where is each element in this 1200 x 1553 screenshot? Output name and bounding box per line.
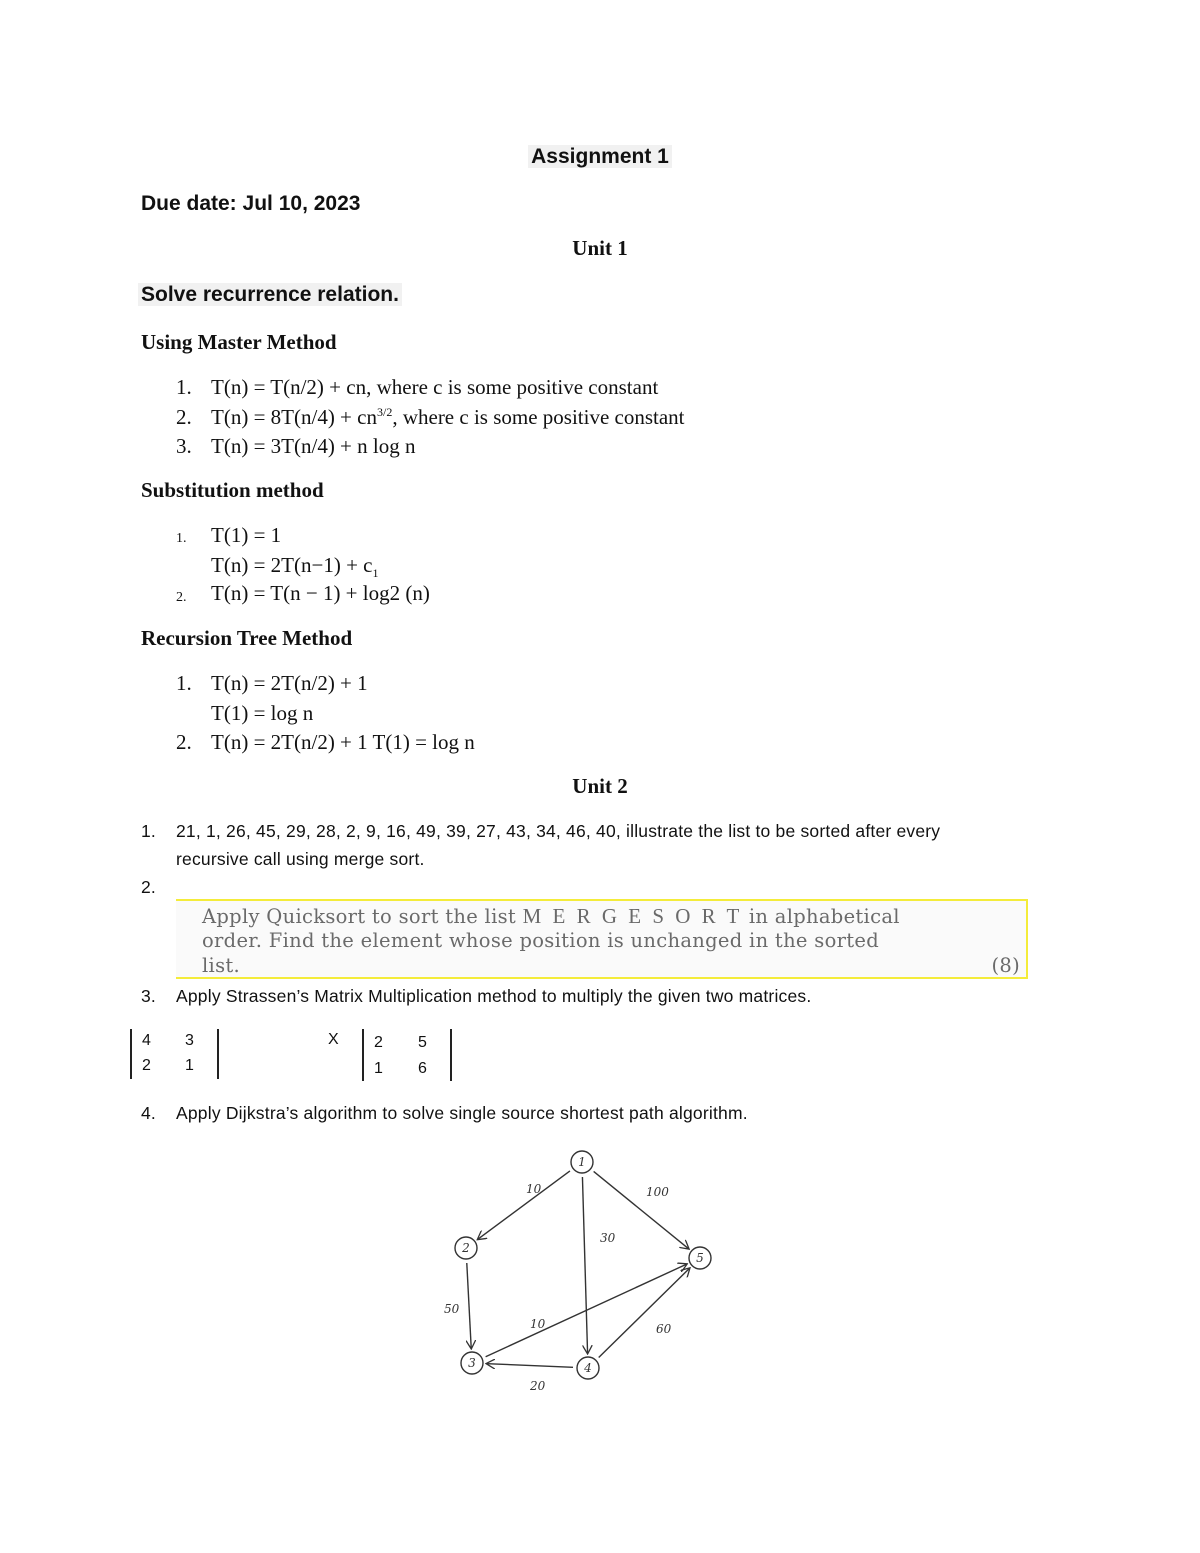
quicksort-line1-end: in alphabetical (748, 905, 900, 928)
recursion-item-2-num: 2. (176, 730, 192, 754)
master-item-2-num: 2. (176, 405, 192, 429)
quicksort-list-word: M E R G E S O R T (522, 904, 743, 928)
edge-2-3 (467, 1263, 471, 1348)
substitution-item-2-num: 2. (176, 590, 187, 605)
page-title (0, 145, 1200, 169)
substitution-item-1-line2 (211, 553, 378, 581)
matrix-a-left-bracket (130, 1029, 132, 1079)
quicksort-marks: (8) (991, 954, 1020, 977)
quicksort-line2: order. Find the element whose position is unchanged in the sorted (202, 929, 879, 952)
substitution-item-1-line1: T(1) = 1 (211, 523, 282, 547)
edge-weight-label: 50 (444, 1302, 460, 1316)
graph-node-label: 3 (468, 1356, 476, 1370)
substitution-item-1-num: 1. (176, 531, 187, 546)
unit1-heading: Unit 1 (572, 236, 628, 260)
matrix-a-cell: 1 (185, 1057, 194, 1074)
master-item-2-main: T(n) = 8T(n/4) + cn (211, 405, 377, 429)
due-date-value: Jul 10, 2023 (242, 192, 361, 215)
matrix-b-cell: 6 (418, 1060, 427, 1077)
matrix-b-cell: 5 (418, 1034, 427, 1051)
multiply-operator: X (328, 1031, 339, 1048)
master-item-2-tail: , where c is some positive constant (392, 405, 685, 429)
page-title-text: Assignment 1 (528, 145, 672, 168)
matrix-b-cell: 1 (374, 1060, 383, 1077)
master-item-2-exponent: 3/2 (376, 405, 393, 419)
master-item-3: T(n) = 3T(n/4) + n log n (211, 434, 416, 458)
graph-node-label: 2 (462, 1241, 470, 1255)
master-item-3-num: 3. (176, 434, 192, 458)
q2-num: 2. (141, 877, 156, 897)
master-item-1: T(n) = T(n/2) + cn, where c is some positive constant (211, 375, 659, 399)
master-item-1-num: 1. (176, 375, 192, 399)
unit2-heading: Unit 2 (572, 774, 628, 798)
recursion-item-1-num: 1. (176, 671, 192, 695)
graph-node-label: 5 (696, 1251, 704, 1265)
master-item-2 (211, 405, 685, 430)
substitution-heading: Substitution method (141, 478, 324, 502)
substitution-item-2: T(n) = T(n − 1) + log2 (n) (211, 581, 430, 605)
edge-4-5 (599, 1269, 690, 1358)
unit1-instruction-text: Solve recurrence relation. (138, 283, 402, 306)
q3-num: 3. (141, 986, 156, 1006)
edge-weight-label: 10 (526, 1182, 542, 1196)
matrix-a-cell: 4 (142, 1032, 151, 1049)
edge-weight-label: 60 (656, 1322, 672, 1336)
due-date (141, 192, 360, 216)
matrix-a-right-bracket (217, 1029, 219, 1079)
edge-weight-label: 100 (646, 1185, 669, 1199)
graph-node-label: 4 (584, 1361, 592, 1375)
recursion-item-1-line2: T(1) = log n (211, 701, 314, 725)
recursion-item-2: T(n) = 2T(n/2) + 1 T(1) = log n (211, 730, 475, 754)
quicksort-line1-start: Apply Quicksort to sort the list (202, 905, 517, 928)
substitution-item-1-line2-subscript: 1 (372, 566, 379, 581)
q1-line1: 21, 1, 26, 45, 29, 28, 2, 9, 16, 49, 39, 27, 43, 34, 46, 40, illustrate the list to be sorted after every (176, 821, 941, 841)
edge-4-3 (487, 1364, 573, 1368)
due-date-label: Due date: (141, 192, 237, 215)
q1-line2: recursive call using merge sort. (176, 849, 425, 869)
substitution-item-1-line2-main: T(n) = 2T(n−1) + c (211, 553, 373, 577)
edge-weight-label: 30 (600, 1231, 616, 1245)
edge-weight-label: 10 (530, 1317, 546, 1331)
dijkstra-graph (410, 1138, 730, 1413)
edge-1-4 (582, 1177, 587, 1353)
unit1-instruction (138, 283, 402, 307)
q4-num: 4. (141, 1103, 156, 1123)
matrix-b-cell: 2 (374, 1034, 383, 1051)
quicksort-question-image (176, 899, 1028, 979)
matrix-b-right-bracket (450, 1029, 452, 1081)
quicksort-line1 (202, 904, 900, 929)
matrix-b-left-bracket (362, 1029, 364, 1081)
q4-text: Apply Dijkstra’s algorithm to solve single source shortest path algorithm. (176, 1103, 748, 1123)
q1-num: 1. (141, 821, 156, 841)
graph-node-label: 1 (578, 1155, 586, 1169)
recursion-tree-heading: Recursion Tree Method (141, 626, 353, 650)
q3-text: Apply Strassen’s Matrix Multiplication method to multiply the given two matrices. (176, 986, 812, 1006)
edge-1-2 (478, 1171, 570, 1239)
master-method-heading: Using Master Method (141, 330, 337, 354)
edge-weight-label: 20 (530, 1379, 546, 1393)
matrix-a-cell: 2 (142, 1057, 151, 1074)
quicksort-line3: list. (202, 954, 241, 977)
matrix-a-cell: 3 (185, 1032, 194, 1049)
recursion-item-1-line1: T(n) = 2T(n/2) + 1 (211, 671, 368, 695)
